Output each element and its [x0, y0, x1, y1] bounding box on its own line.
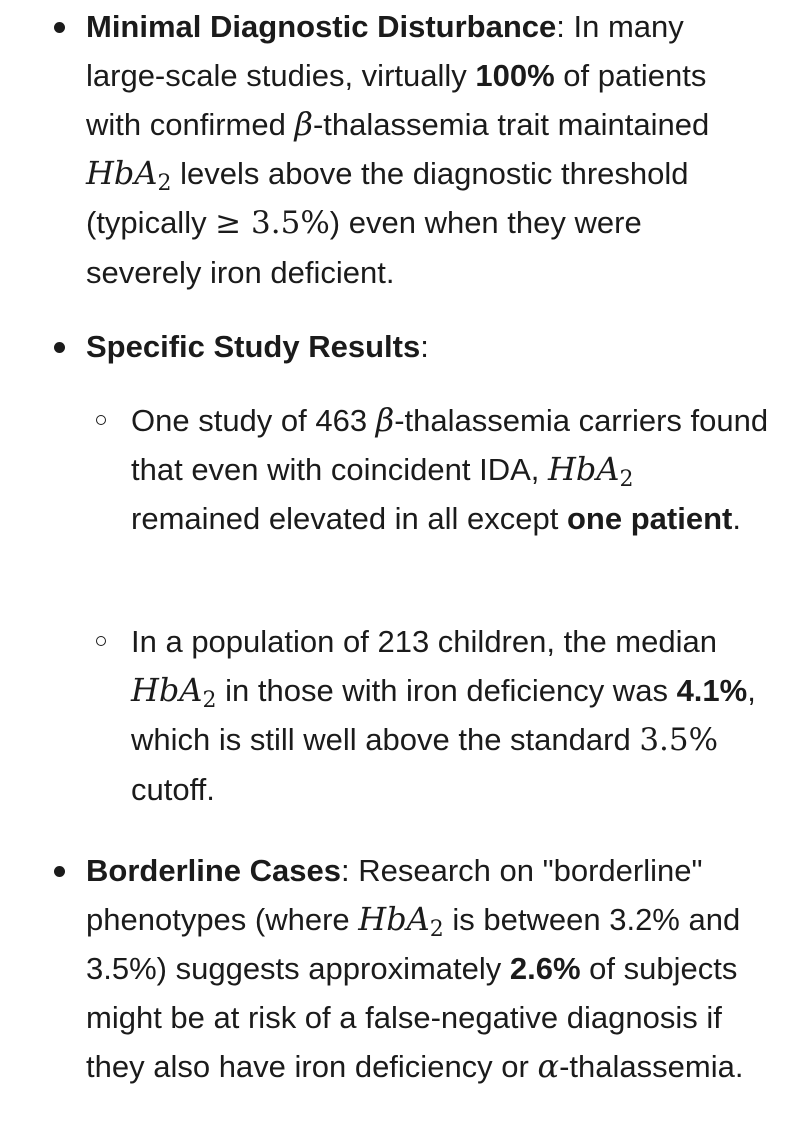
bullet-circle-icon: [96, 636, 106, 646]
beta-symbol: β: [375, 401, 395, 439]
hba-text: HbA: [358, 900, 430, 938]
hba-text: HbA: [86, 154, 158, 192]
hba-subscript: 2: [619, 467, 634, 492]
sub-item-text: [131, 396, 770, 543]
text-run: is between 3.2% and 3.5%) suggests approximately: [86, 902, 741, 986]
bullet-dot-icon: [54, 22, 65, 33]
term-minimal-diagnostic-disturbance: Minimal Diagnostic Disturbance: [86, 9, 557, 44]
highlight-4-1-percent: 4.1%: [676, 673, 748, 708]
sub-item-213-children: [0, 617, 800, 814]
text-run: -thalassemia.: [559, 1049, 744, 1084]
bullet-circle-icon: [96, 415, 106, 425]
bullet-dot-icon: [54, 866, 65, 877]
highlight-one-patient: one patient: [566, 501, 733, 536]
text-run: In a population of 213 children, the median: [131, 624, 717, 659]
text-run: in those with iron deficiency was: [216, 673, 677, 708]
text-run: of subjects might be at risk of a false-negative diagnosis if they also have iron deficiency or: [86, 951, 738, 1084]
term-borderline-cases: Borderline Cases: [86, 853, 341, 888]
cutoff-formula: 3.5%: [639, 722, 719, 758]
separator: :: [341, 853, 350, 888]
beta-symbol: β: [294, 105, 313, 143]
term-specific-study-results: Specific Study Results: [86, 329, 421, 364]
hba2-formula: [358, 900, 444, 942]
highlight-2-6-percent: 2.6%: [509, 951, 581, 986]
text-run: of patients with confirmed: [86, 58, 707, 142]
hba-text: HbA: [131, 671, 203, 709]
list-item-text: [86, 322, 764, 371]
list-item-text: [86, 2, 764, 297]
text-run: Research on "borderline" phenotypes (where: [86, 853, 703, 937]
sub-item-463-carriers: [0, 396, 800, 543]
highlight-100-percent: 100%: [475, 58, 555, 93]
text-run: One study of 463: [131, 403, 376, 438]
hba-subscript: 2: [157, 171, 172, 196]
hba-subscript: 2: [202, 688, 217, 713]
hba2-formula: [86, 154, 172, 196]
bullet-dot-icon: [54, 342, 65, 353]
hba-subscript: 2: [429, 917, 444, 942]
threshold-formula: ≥ 3.5%: [215, 205, 330, 241]
hba-text: HbA: [548, 450, 620, 488]
text-run: , which is still well above the standard: [131, 673, 756, 757]
text-run: ) even when they were severely iron deficient.: [86, 205, 642, 290]
hba2-formula: [131, 671, 217, 713]
text-run: remained elevated in all except: [131, 501, 567, 536]
alpha-symbol: α: [537, 1047, 560, 1085]
list-item-text: [86, 846, 764, 1091]
list-item-specific-study-results: [0, 322, 800, 371]
text-run: levels above the diagnostic threshold (typically: [86, 156, 689, 240]
separator: :: [420, 329, 429, 364]
hba2-formula: [548, 450, 634, 492]
text-run: In many large-scale studies, virtually: [86, 9, 684, 93]
text-run: -thalassemia carriers found that even with coincident IDA,: [131, 403, 769, 487]
text-run: .: [732, 501, 741, 536]
text-run: -thalassemia trait maintained: [312, 107, 710, 142]
list-item-borderline-cases: [0, 846, 800, 1091]
text-run: cutoff.: [131, 772, 215, 807]
list-item-minimal-diagnostic-disturbance: [0, 2, 800, 297]
separator: :: [556, 9, 565, 44]
sub-item-text: [131, 617, 770, 814]
